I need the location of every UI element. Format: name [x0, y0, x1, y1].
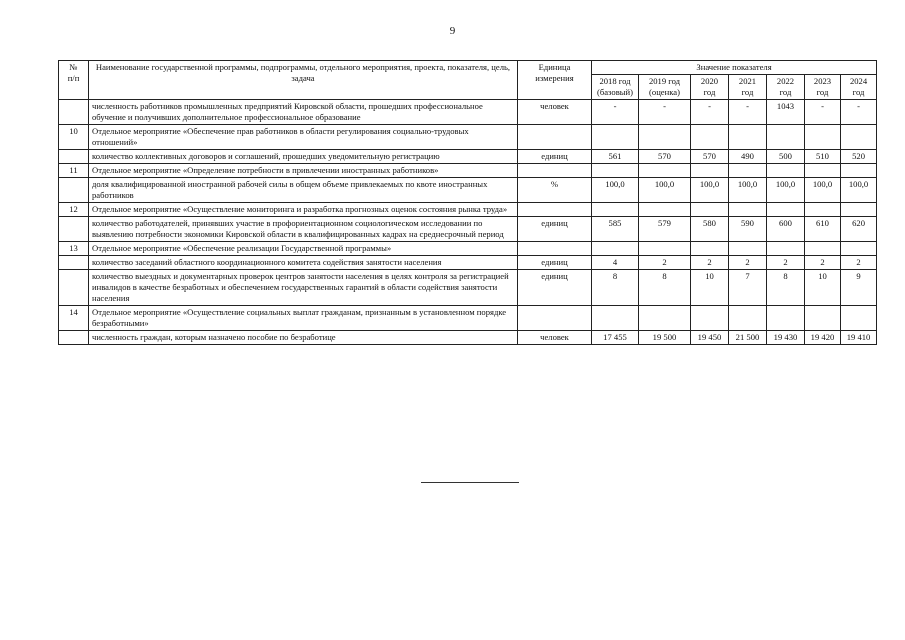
row-value: 2: [729, 256, 767, 270]
row-value: 510: [805, 150, 841, 164]
table-row: [59, 150, 877, 164]
row-value: 570: [691, 150, 729, 164]
row-value: 2: [639, 256, 691, 270]
header-year: [592, 75, 639, 100]
row-value: -: [691, 100, 729, 125]
row-value: 590: [729, 217, 767, 242]
row-value: [805, 242, 841, 256]
row-value: [691, 242, 729, 256]
row-value: 8: [639, 270, 691, 306]
row-value: [841, 203, 877, 217]
header-year-label: 2021: [738, 76, 757, 86]
row-value: [841, 164, 877, 178]
table-row: [59, 256, 877, 270]
row-name: доля квалифицированной иностранной рабочей силы в общем объеме привлекаемых по квоте иностранных работников: [89, 178, 518, 203]
row-value: 600: [767, 217, 805, 242]
row-value: [592, 306, 639, 331]
row-unit: единиц: [518, 256, 592, 270]
row-name: численность работников промышленных предприятий Кировской области, прошедших профессиональное обучение и получивших дополнительное профессиональное образование: [89, 100, 518, 125]
row-number: [59, 331, 89, 345]
row-unit: [518, 242, 592, 256]
table-row: [59, 178, 877, 203]
header-num: № п/п: [59, 61, 89, 100]
row-value: 19 450: [691, 331, 729, 345]
row-value: 1043: [767, 100, 805, 125]
row-value: 500: [767, 150, 805, 164]
row-value: 19 420: [805, 331, 841, 345]
row-value: 9: [841, 270, 877, 306]
row-value: 585: [592, 217, 639, 242]
header-year-label: 2018 год: [599, 76, 631, 86]
row-value: [691, 306, 729, 331]
header-unit: Единица измерения: [518, 61, 592, 100]
header-year-sublabel: (базовый): [597, 87, 633, 97]
row-value: 610: [805, 217, 841, 242]
row-value: [729, 164, 767, 178]
row-value: -: [639, 100, 691, 125]
header-year-sublabel: год: [816, 87, 829, 97]
header-year: [805, 75, 841, 100]
row-value: 100,0: [691, 178, 729, 203]
indicator-table: [58, 60, 877, 345]
row-name: Отдельное мероприятие «Осуществление социальных выплат гражданам, признанным в установленном порядке безработными»: [89, 306, 518, 331]
row-number: [59, 270, 89, 306]
row-value: [729, 125, 767, 150]
row-value: [729, 203, 767, 217]
table-row: [59, 100, 877, 125]
table-row: [59, 203, 877, 217]
row-value: 100,0: [841, 178, 877, 203]
row-value: 2: [767, 256, 805, 270]
row-name: количество выездных и документарных проверок центров занятости населения в целях контроля за регистрацией инвалидов в качестве безработных и обеспечением государственных гарантий в области содействия занятости населения: [89, 270, 518, 306]
row-value: -: [592, 100, 639, 125]
row-value: [729, 306, 767, 331]
row-value: 100,0: [805, 178, 841, 203]
row-value: [691, 125, 729, 150]
row-value: [805, 203, 841, 217]
row-name: численность граждан, которым назначено пособие по безработице: [89, 331, 518, 345]
row-value: [639, 164, 691, 178]
row-value: 561: [592, 150, 639, 164]
row-number: 13: [59, 242, 89, 256]
row-number: 14: [59, 306, 89, 331]
header-year-sublabel: год: [703, 87, 716, 97]
header-year: [691, 75, 729, 100]
row-number: [59, 150, 89, 164]
row-number: [59, 100, 89, 125]
row-name: количество заседаний областного координационного комитета содействия занятости населения: [89, 256, 518, 270]
row-value: 620: [841, 217, 877, 242]
header-year-label: 2024: [849, 76, 868, 86]
table-row: [59, 164, 877, 178]
header-value-group: Значение показателя: [592, 61, 877, 75]
row-value: 7: [729, 270, 767, 306]
header-year: [729, 75, 767, 100]
row-value: [592, 203, 639, 217]
row-value: 579: [639, 217, 691, 242]
row-value: 2: [691, 256, 729, 270]
row-value: 580: [691, 217, 729, 242]
row-unit: единиц: [518, 217, 592, 242]
table-row: [59, 125, 877, 150]
row-value: 10: [691, 270, 729, 306]
row-value: 8: [767, 270, 805, 306]
row-value: [639, 125, 691, 150]
row-unit: единиц: [518, 150, 592, 164]
header-year-sublabel: год: [741, 87, 754, 97]
row-value: 490: [729, 150, 767, 164]
table-row: [59, 270, 877, 306]
table-row: [59, 217, 877, 242]
table-row: [59, 306, 877, 331]
row-value: 570: [639, 150, 691, 164]
header-year-sublabel: год: [779, 87, 792, 97]
row-number: 10: [59, 125, 89, 150]
row-number: 11: [59, 164, 89, 178]
row-name: Отдельное мероприятие «Обеспечение прав работников в области регулирования социально-трудовых отношений»: [89, 125, 518, 150]
row-value: 100,0: [639, 178, 691, 203]
row-number: [59, 256, 89, 270]
row-value: [592, 242, 639, 256]
row-value: 100,0: [767, 178, 805, 203]
row-value: 2: [805, 256, 841, 270]
row-value: [592, 125, 639, 150]
row-name: Отдельное мероприятие «Осуществление мониторинга и разработка прогнозных оценок состояния рынка труда»: [89, 203, 518, 217]
row-value: [841, 242, 877, 256]
row-unit: %: [518, 178, 592, 203]
table-row: [59, 242, 877, 256]
table-body: [59, 100, 877, 345]
row-value: 8: [592, 270, 639, 306]
row-unit: человек: [518, 331, 592, 345]
header-year-label: 2019 год: [648, 76, 681, 86]
row-value: [639, 242, 691, 256]
header-year-label: 2023: [813, 76, 832, 86]
row-name: количество работодателей, принявших участие в профориентационном социологическом исследовании по выявлению потребности экономики Кировской области в квалифицированных кадрах на среднесрочный период: [89, 217, 518, 242]
table-row: [59, 331, 877, 345]
row-value: [767, 164, 805, 178]
row-value: [841, 125, 877, 150]
row-value: 19 430: [767, 331, 805, 345]
table-header: [59, 61, 877, 100]
row-value: -: [841, 100, 877, 125]
row-value: [767, 203, 805, 217]
row-value: [691, 203, 729, 217]
header-year-sublabel: год: [852, 87, 865, 97]
row-value: 19 500: [639, 331, 691, 345]
row-name: количество коллективных договоров и соглашений, прошедших уведомительную регистрацию: [89, 150, 518, 164]
row-value: [805, 164, 841, 178]
row-number: 12: [59, 203, 89, 217]
row-value: [639, 203, 691, 217]
row-unit: человек: [518, 100, 592, 125]
row-number: [59, 217, 89, 242]
row-value: -: [805, 100, 841, 125]
row-value: [767, 125, 805, 150]
row-value: 17 455: [592, 331, 639, 345]
row-unit: [518, 306, 592, 331]
header-year: [767, 75, 805, 100]
row-unit: [518, 164, 592, 178]
row-value: 2: [841, 256, 877, 270]
row-unit: [518, 125, 592, 150]
row-value: [691, 164, 729, 178]
row-value: [767, 306, 805, 331]
header-year: [841, 75, 877, 100]
row-value: 21 500: [729, 331, 767, 345]
closing-rule: [421, 482, 519, 483]
header-year-label: 2022: [776, 76, 795, 86]
page-number: 9: [449, 25, 456, 37]
row-value: 10: [805, 270, 841, 306]
row-unit: [518, 203, 592, 217]
row-value: 520: [841, 150, 877, 164]
row-number: [59, 178, 89, 203]
row-value: [592, 164, 639, 178]
row-value: 4: [592, 256, 639, 270]
row-name: Отдельное мероприятие «Обеспечение реализации Государственной программы»: [89, 242, 518, 256]
row-value: [639, 306, 691, 331]
row-value: [767, 242, 805, 256]
row-unit: единиц: [518, 270, 592, 306]
header-name: Наименование государственной программы, подпрограммы, отдельного мероприятия, проекта, показателя, цель, задача: [89, 61, 518, 100]
row-value: [729, 242, 767, 256]
row-value: [805, 306, 841, 331]
row-name: Отдельное мероприятие «Определение потребности в привлечении иностранных работников»: [89, 164, 518, 178]
header-year-label: 2020: [700, 76, 719, 86]
row-value: 100,0: [729, 178, 767, 203]
row-value: [805, 125, 841, 150]
header-year-sublabel: (оценка): [649, 87, 680, 97]
row-value: 19 410: [841, 331, 877, 345]
header-year: [639, 75, 691, 100]
row-value: -: [729, 100, 767, 125]
row-value: [841, 306, 877, 331]
row-value: 100,0: [592, 178, 639, 203]
